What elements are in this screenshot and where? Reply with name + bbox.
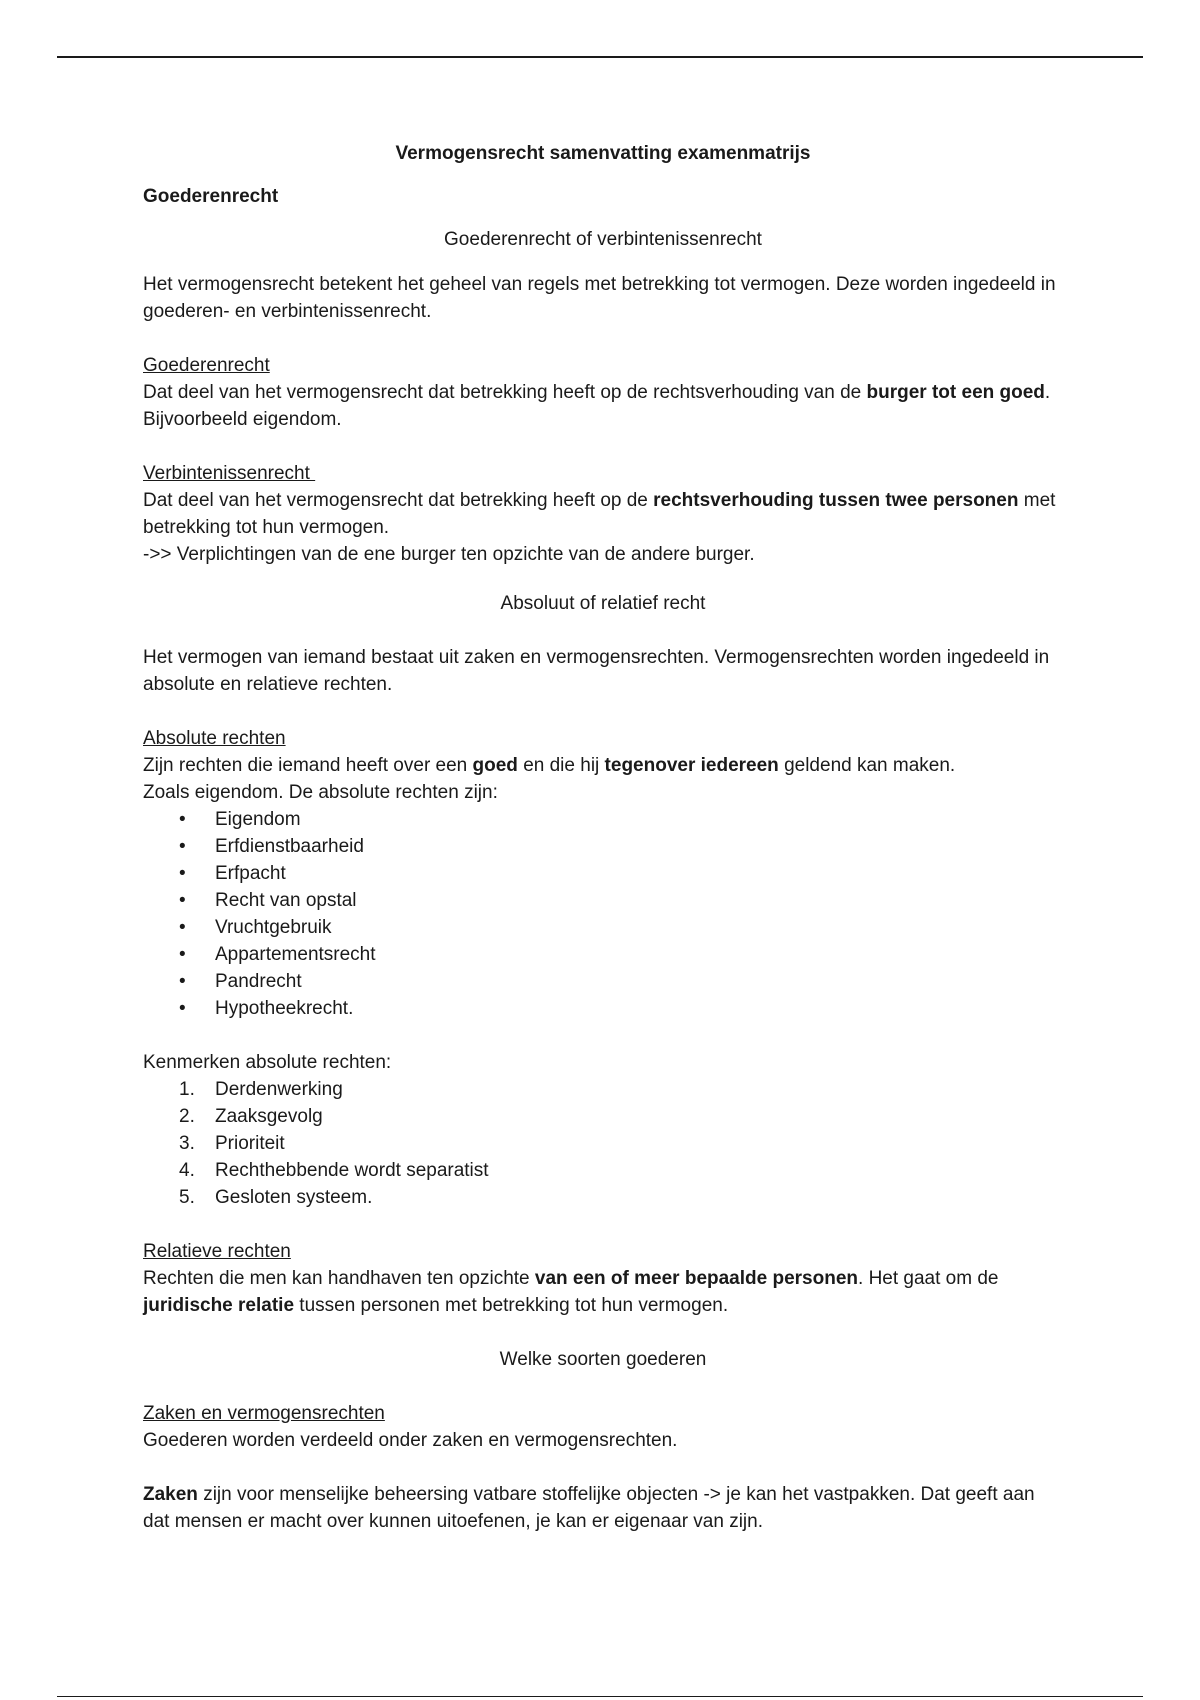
text-run: . Bijvoorbeeld eigendom. [143,382,1051,430]
subheading-absolute-rechten: Absolute rechten [143,728,286,749]
absolute-rechten-intro: Zoals eigendom. De absolute rechten zijn: [143,782,498,803]
subheading-relatieve-rechten: Relatieve rechten [143,1241,291,1262]
list-number: 5. [179,1187,195,1208]
text-run: zijn voor menselijke beheersing vatbare stoffelijke objecten -> je kan het vastpakken. Dat geeft aan dat mensen er macht over kunnen uitoefenen, je kan er eigenaar van zijn. [143,1484,1035,1532]
text-run: tussen personen met betrekking tot hun vermogen. [294,1295,729,1316]
bold-text: burger tot een goed [866,382,1045,403]
list-number: 4. [179,1160,195,1181]
goederenrecht-paragraph [143,379,1063,433]
zaken-intro: Goederen worden verdeeld onder zaken en vermogensrechten. [143,1430,678,1451]
bold-text: Zaken [143,1484,198,1505]
list-item: • Hypotheekrecht. [215,995,1063,1022]
kenmerken-title: Kenmerken absolute rechten: [143,1052,392,1073]
heading-goederenrecht-of-verbintenissenrecht: Goederenrecht of verbintenissenrecht [444,229,762,250]
list-text: Rechthebbende wordt separatist [215,1160,489,1181]
list-number: 1. [179,1079,195,1100]
bold-text: tegenover iedereen [604,755,779,776]
heading-absoluut-of-relatief: Absoluut of relatief recht [500,593,706,614]
zaken-paragraph [143,1481,1063,1535]
subheading-zaken-en-vermogensrechten: Zaken en vermogensrechten [143,1403,385,1424]
vermogen-paragraph: Het vermogen van iemand bestaat uit zaken en vermogensrechten. Vermogensrechten worden ingedeeld in absolute en relatieve rechten. [143,647,1050,695]
heading-welke-soorten-goederen: Welke soorten goederen [499,1349,707,1370]
bold-text: juridische relatie [143,1295,295,1316]
list-item: • Eigendom [215,806,1063,833]
list-text: Derdenwerking [215,1079,343,1100]
absolute-rechten-list [143,806,1063,1022]
text-run: en die hij [517,755,605,776]
bottom-rule [57,1696,1143,1697]
list-item: • Pandrecht [215,968,1063,995]
text-run: met betrekking tot hun vermogen. [143,490,1056,538]
verbintenissenrecht-note: ->> Verplichtingen van de ene burger ten opzichte van de andere burger. [143,544,755,565]
list-item [179,1076,1063,1103]
verbintenissenrecht-paragraph [143,487,1063,541]
top-rule [57,56,1143,58]
list-number: 3. [179,1133,195,1154]
list-text: Gesloten systeem. [215,1187,373,1208]
list-text: Prioriteit [215,1133,285,1154]
list-item: • Erfdienstbaarheid [215,833,1063,860]
list-item: • Vruchtgebruik [215,914,1063,941]
document-title: Vermogensrecht samenvatting examenmatrijs [395,143,811,164]
text-run: Rechten die men kan handhaven ten opzichte [143,1268,535,1289]
list-item [179,1130,1063,1157]
text-run: Dat deel van het vermogensrecht dat betrekking heeft op de rechtsverhouding van de [143,382,867,403]
list-number: 2. [179,1106,195,1127]
document-body [143,140,1063,1535]
text-run: . Het gaat om de [858,1268,999,1289]
text-run: Zijn rechten die iemand heeft over een [143,755,473,776]
list-item: • Erfpacht [215,860,1063,887]
text-run: Dat deel van het vermogensrecht dat betrekking heeft op de [143,490,654,511]
kenmerken-list [143,1076,1063,1211]
absolute-rechten-paragraph [143,752,1063,779]
list-item [179,1103,1063,1130]
bold-text: rechtsverhouding tussen twee personen [653,490,1019,511]
relatieve-rechten-paragraph [143,1265,1063,1319]
list-item: • Appartementsrecht [215,941,1063,968]
subheading-goederenrecht: Goederenrecht [143,355,270,376]
list-item: • Recht van opstal [215,887,1063,914]
list-item [179,1157,1063,1184]
section-title: Goederenrecht [143,186,279,207]
intro-paragraph: Het vermogensrecht betekent het geheel van regels met betrekking tot vermogen. Deze worden ingedeeld in goederen- en verbintenissenrecht. [143,274,1056,322]
bold-text: van een of meer bepaalde personen [534,1268,859,1289]
text-run: geldend kan maken. [778,755,956,776]
subheading-verbintenissenrecht: Verbintenissenrecht [143,463,316,484]
list-item [179,1184,1063,1211]
list-text: Zaaksgevolg [215,1106,323,1127]
bold-text: goed [472,755,518,776]
